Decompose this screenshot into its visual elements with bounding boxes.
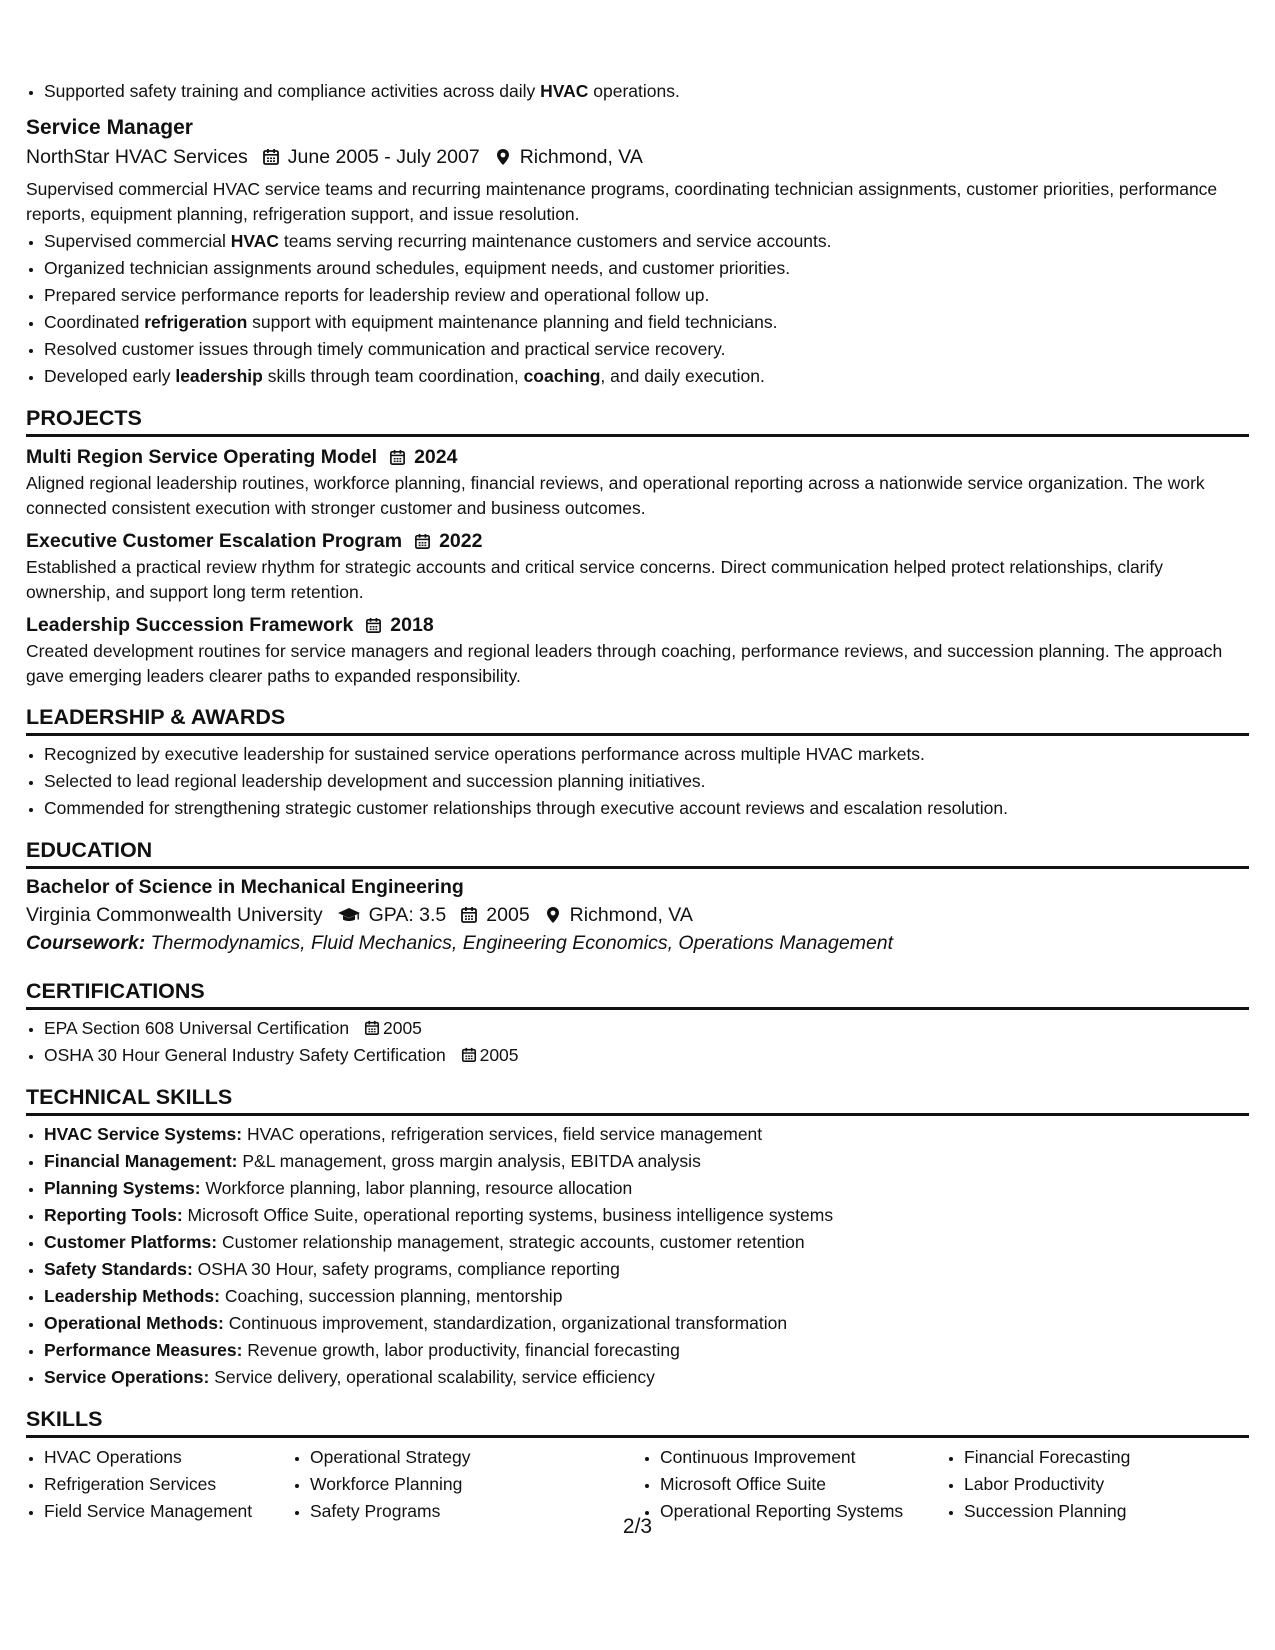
list-item: • Financial Management: P&L management, gross margin analysis, EBITDA analysis [44, 1148, 1249, 1175]
calendar-icon [461, 1047, 477, 1063]
school-location: Richmond, VA [569, 904, 693, 926]
list-item: • Labor Productivity [964, 1471, 1130, 1498]
top-bullet-list [26, 78, 1249, 105]
technical-skills-list [26, 1121, 1249, 1391]
section-heading-skills: SKILLS [26, 1407, 1249, 1438]
list-item: • Safety Programs [310, 1498, 642, 1525]
section-heading-technical-skills: TECHNICAL SKILLS [26, 1085, 1249, 1116]
calendar-icon [365, 617, 382, 634]
calendar-icon [389, 449, 406, 466]
skills-column [26, 1444, 292, 1525]
project-year: 2024 [414, 446, 458, 468]
list-item: • Performance Measures: Revenue growth, labor productivity, financial forecasting [44, 1337, 1249, 1364]
list-item: • Selected to lead regional leadership development and succession planning initiatives. [44, 768, 1249, 795]
job-title: Service Manager [26, 116, 193, 139]
list-item: • Supported safety training and compliance activities across daily HVAC operations. [44, 78, 1249, 105]
project-title: Leadership Succession Framework [26, 614, 354, 636]
project-description: Created development routines for service managers and regional leaders through coaching, performance reviews, and succession planning. The approach gave emerging leaders clearer paths to expanded responsibility. [26, 641, 1223, 686]
section-heading-education: EDUCATION [26, 838, 1249, 869]
list-item: • Continuous Improvement [660, 1444, 946, 1471]
skills-grid [26, 1444, 1249, 1525]
skills-column [946, 1444, 1130, 1525]
list-item: • Refrigeration Services [44, 1471, 292, 1498]
list-item: • Financial Forecasting [964, 1444, 1130, 1471]
skills-column [642, 1444, 946, 1525]
map-pin-icon [544, 906, 562, 924]
list-item: • Resolved customer issues through timely communication and practical service recovery. [44, 336, 1249, 363]
list-item: • Planning Systems: Workforce planning, labor planning, resource allocation [44, 1175, 1249, 1202]
awards-list [26, 741, 1249, 822]
project-year: 2018 [390, 614, 434, 636]
calendar-icon [414, 533, 431, 550]
certification-year: 2005 [479, 1045, 519, 1065]
list-item: • Prepared service performance reports for leadership review and operational follow up. [44, 282, 1249, 309]
list-item: • Microsoft Office Suite [660, 1471, 946, 1498]
calendar-icon [460, 906, 478, 924]
job-dates: June 2005 - July 2007 [287, 146, 480, 168]
section-heading-certifications: CERTIFICATIONS [26, 979, 1249, 1010]
page-number: 2/3 [622, 1515, 653, 1538]
list-item: • Operational Strategy [310, 1444, 642, 1471]
map-pin-icon [494, 148, 512, 166]
list-item: • Supervised commercial HVAC teams serving recurring maintenance customers and service accounts. [44, 228, 1249, 255]
gpa: GPA: 3.5 [368, 904, 447, 926]
project-item [26, 530, 1249, 605]
graduation-cap-icon [337, 906, 361, 924]
job-location: Richmond, VA [519, 146, 643, 168]
calendar-icon [262, 148, 280, 166]
education-meta [26, 901, 1249, 929]
skills-column [292, 1444, 642, 1525]
list-item: • Recognized by executive leadership for sustained service operations performance across multiple HVAC markets. [44, 741, 1249, 768]
list-item: • Customer Platforms: Customer relationship management, strategic accounts, customer retention [44, 1229, 1249, 1256]
list-item: • Safety Standards: OSHA 30 Hour, safety programs, compliance reporting [44, 1256, 1249, 1283]
job-meta [26, 143, 1249, 171]
project-title: Multi Region Service Operating Model [26, 446, 378, 468]
project-description: Aligned regional leadership routines, workforce planning, financial reviews, and operational reporting across a nationwide service organization. The work connected consistent execution with stronger customer and business outcomes. [26, 473, 1205, 518]
project-title: Executive Customer Escalation Program [26, 530, 403, 552]
job-bullets [26, 228, 1249, 390]
project-year: 2022 [439, 530, 483, 552]
job-description: Supervised commercial HVAC service teams and recurring maintenance programs, coordinating technician assignments, customer priorities, performance reports, equipment planning, refrigeration support, and issue resolution. [26, 179, 1218, 224]
calendar-icon [364, 1020, 380, 1036]
school-name: Virginia Commonwealth University [26, 904, 323, 926]
list-item [44, 1042, 1249, 1069]
coursework-label: Coursework: [26, 932, 146, 954]
certification-name: EPA Section 608 Universal Certification [44, 1018, 350, 1038]
list-item: • Operational Methods: Continuous improvement, standardization, organizational transformation [44, 1310, 1249, 1337]
list-item: • Developed early leadership skills through team coordination, coaching, and daily execution. [44, 363, 1249, 390]
company-name: NorthStar HVAC Services [26, 146, 248, 168]
list-item: • HVAC Operations [44, 1444, 292, 1471]
section-heading-projects: PROJECTS [26, 406, 1249, 437]
list-item: • Commended for strengthening strategic customer relationships through executive account reviews and escalation resolution. [44, 795, 1249, 822]
list-item: • HVAC Service Systems: HVAC operations, refrigeration services, field service management [44, 1121, 1249, 1148]
coursework [26, 929, 1249, 957]
list-item: • Leadership Methods: Coaching, succession planning, mentorship [44, 1283, 1249, 1310]
list-item: • Service Operations: Service delivery, operational scalability, service efficiency [44, 1364, 1249, 1391]
project-item [26, 614, 1249, 689]
list-item: • Field Service Management [44, 1498, 292, 1525]
project-item [26, 446, 1249, 521]
certifications-list [26, 1015, 1249, 1069]
list-item: • Reporting Tools: Microsoft Office Suite, operational reporting systems, business intelligence systems [44, 1202, 1249, 1229]
list-item: • Workforce Planning [310, 1471, 642, 1498]
graduation-year: 2005 [486, 904, 530, 926]
list-item [44, 1015, 1249, 1042]
section-heading-awards: LEADERSHIP & AWARDS [26, 705, 1249, 736]
coursework-list: Thermodynamics, Fluid Mechanics, Engineering Economics, Operations Management [145, 932, 894, 954]
certification-year: 2005 [382, 1018, 422, 1038]
list-item: • Succession Planning [964, 1498, 1130, 1525]
list-item: • Operational Reporting Systems [660, 1498, 946, 1525]
list-item: • Organized technician assignments around schedules, equipment needs, and customer priorities. [44, 255, 1249, 282]
list-item: • Coordinated refrigeration support with equipment maintenance planning and field technicians. [44, 309, 1249, 336]
certification-name: OSHA 30 Hour General Industry Safety Certification [44, 1045, 446, 1065]
degree-title: Bachelor of Science in Mechanical Engineering [26, 876, 464, 898]
project-description: Established a practical review rhythm for strategic accounts and critical service concerns. Direct communication helped protect relationships, clarify ownership, and support long term retention. [26, 557, 1164, 602]
